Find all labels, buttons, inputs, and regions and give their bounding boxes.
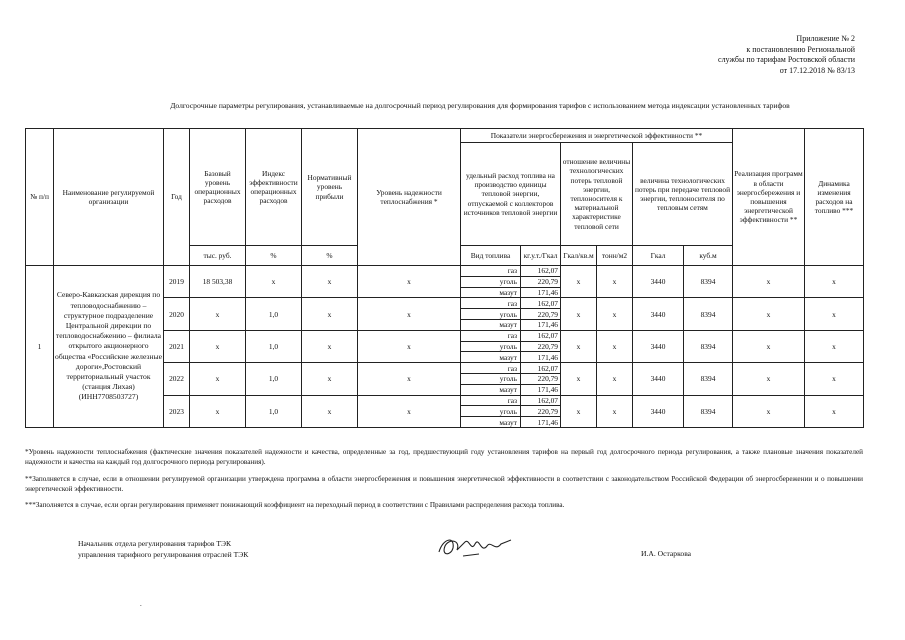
fuel-type-cell: уголь — [461, 341, 521, 352]
fuel-type-cell: газ — [461, 298, 521, 309]
footnote-3: ***Заполняется в случае, если орган регулирования применяет понижающий коэффициент на переходный период в соответствии с Правилами распределения расхода топлива. — [25, 501, 565, 509]
dynamics-cell: х — [805, 330, 864, 362]
loss-ratio-b-cell: х — [597, 330, 633, 362]
loss-ratio-b-cell: х — [597, 395, 633, 427]
base-cost-cell: х — [190, 330, 246, 362]
header-num: № п/п — [26, 129, 54, 266]
base-cost-cell: 18 503,38 — [190, 266, 246, 298]
loss-m3-cell: 8394 — [684, 395, 733, 427]
fuel-type-cell: газ — [461, 266, 521, 277]
unit-index: % — [246, 246, 302, 266]
stray-mark: . — [140, 600, 142, 608]
reliability-cell: х — [358, 330, 461, 362]
norm-profit-cell: х — [302, 298, 358, 330]
fuel-type-cell: газ — [461, 395, 521, 406]
base-cost-cell: х — [190, 395, 246, 427]
reliability-cell: х — [358, 298, 461, 330]
loss-ratio-a-cell: х — [561, 266, 597, 298]
loss-m3-cell: 8394 — [684, 266, 733, 298]
fuel-rate-cell: 220,79 — [521, 406, 561, 417]
header-loss-value: величина технологических потерь при передаче тепловой энергии, теплоносителя по тепловым сетям — [633, 143, 733, 246]
header-loss-ratio: отношение величины технологических потерь тепловой энергии, теплоносителя к материальной характеристике тепловой сети — [561, 143, 633, 246]
efficiency-index-cell: 1,0 — [246, 330, 302, 362]
fuel-rate-cell: 171,46 — [521, 287, 561, 298]
dynamics-cell: х — [805, 266, 864, 298]
fuel-rate-cell: 162,07 — [521, 298, 561, 309]
reliability-cell: х — [358, 363, 461, 395]
organization-cell: Северо-Кавказская дирекция по тепловодоснабжению – структурное подразделение Центральной дирекции по тепловодоснабжению – филиала открытого акционерного общества «Российские железные дороги»,Ростовский территориальный участок (станция Лихая) (ИНН7708503727) — [54, 266, 164, 428]
fuel-type-cell: мазут — [461, 352, 521, 363]
loss-ratio-a-cell: х — [561, 298, 597, 330]
efficiency-index-cell: 1,0 — [246, 395, 302, 427]
signatory-position — [78, 538, 248, 560]
header-energy-group: Показатели энергосбережения и энергетической эффективности ** — [461, 129, 733, 143]
unit-fuel-rate: кг.у.т./Гкал — [521, 246, 561, 266]
unit-base: тыс. руб. — [190, 246, 246, 266]
loss-gcal-cell: 3440 — [633, 330, 684, 362]
header-org: Наименование регулируемой организации — [54, 129, 164, 266]
fuel-rate-cell: 220,79 — [521, 276, 561, 287]
signatory-line-2: управления тарифного регулирования отраслей ТЭК — [78, 550, 249, 559]
programs-cell: х — [733, 395, 805, 427]
loss-ratio-a-cell: х — [561, 395, 597, 427]
footnote-2: **Заполняется в случае, если в отношении регулируемой организации утверждена программа в области энергосбережения и повышения энергетической эффективности в соответствии с законодательством Российской Федерации об энергосбережении и о повышении энергетической эффективности. — [25, 475, 863, 493]
table-row — [26, 266, 864, 277]
year-cell: 2020 — [164, 298, 190, 330]
fuel-type-cell: газ — [461, 363, 521, 374]
header-base: Базовый уровень операционных расходов — [190, 129, 246, 246]
row-number-cell: 1 — [26, 266, 54, 428]
header-dynamics: Динамика изменения расходов на топливо *** — [805, 129, 864, 266]
norm-profit-cell: х — [302, 363, 358, 395]
dynamics-cell: х — [805, 363, 864, 395]
fuel-rate-cell: 162,07 — [521, 330, 561, 341]
loss-ratio-b-cell: х — [597, 266, 633, 298]
document-title: Долгосрочные параметры регулирования, устанавливаемые на долгосрочный период регулирования для формирования тарифов с использованием метода индексации установленных тарифов — [170, 101, 790, 110]
fuel-rate-cell: 171,46 — [521, 384, 561, 395]
header-programs: Реализация программ в области энергосбережения и повышения энергетической эффективности ** — [733, 129, 805, 266]
fuel-type-cell: уголь — [461, 373, 521, 384]
loss-m3-cell: 8394 — [684, 363, 733, 395]
year-cell: 2023 — [164, 395, 190, 427]
year-cell: 2022 — [164, 363, 190, 395]
unit-loss-ratio-a: Гкал/кв.м — [561, 246, 597, 266]
appendix-line-3: службы по тарифам Ростовской области — [718, 55, 855, 64]
dynamics-cell: х — [805, 298, 864, 330]
loss-gcal-cell: 3440 — [633, 363, 684, 395]
reliability-cell: х — [358, 395, 461, 427]
fuel-type-cell: мазут — [461, 319, 521, 330]
appendix-line-2: к постановлению Региональной — [746, 44, 855, 54]
header-fuel-rate: удельный расход топлива на производство единицы тепловой энергии, отпускаемой с коллекторов источников тепловой энергии — [461, 143, 561, 246]
norm-profit-cell: х — [302, 330, 358, 362]
loss-ratio-b-cell: х — [597, 363, 633, 395]
norm-profit-cell: х — [302, 266, 358, 298]
signatory-line-1: Начальник отдела регулирования тарифов ТЭК — [78, 539, 232, 548]
efficiency-index-cell: х — [246, 266, 302, 298]
fuel-rate-cell: 162,07 — [521, 363, 561, 374]
appendix-line-1: Приложение № 2 — [796, 34, 855, 43]
fuel-type-cell: мазут — [461, 287, 521, 298]
fuel-rate-cell: 162,07 — [521, 266, 561, 277]
unit-loss-m3: куб.м — [684, 246, 733, 266]
loss-gcal-cell: 3440 — [633, 395, 684, 427]
year-cell: 2021 — [164, 330, 190, 362]
programs-cell: х — [733, 363, 805, 395]
parameters-table — [25, 128, 864, 428]
fuel-rate-cell: 220,79 — [521, 341, 561, 352]
appendix-line-4: от 17.12.2018 № 83/13 — [779, 65, 855, 75]
fuel-type-cell: мазут — [461, 384, 521, 395]
footnote-1: *Уровень надежности теплоснабжения (фактические значения показателей надежности и качества, определенные за год, предшествующий году установления тарифов на первый год долгосрочного периода регулирования, а также плановые значения показателей надежности и качества на каждый год долгосрочного периода регулирования). — [25, 448, 863, 466]
reliability-cell: х — [358, 266, 461, 298]
programs-cell: х — [733, 298, 805, 330]
year-cell: 2019 — [164, 266, 190, 298]
fuel-type-cell: мазут — [461, 417, 521, 428]
unit-norm: % — [302, 246, 358, 266]
loss-ratio-a-cell: х — [561, 363, 597, 395]
programs-cell: х — [733, 330, 805, 362]
fuel-rate-cell: 162,07 — [521, 395, 561, 406]
base-cost-cell: х — [190, 363, 246, 395]
efficiency-index-cell: 1,0 — [246, 363, 302, 395]
unit-loss-gcal: Гкал — [633, 246, 684, 266]
signatory-name: И.А. Остаркова — [641, 549, 692, 558]
appendix-block — [718, 34, 855, 76]
loss-m3-cell: 8394 — [684, 330, 733, 362]
base-cost-cell: х — [190, 298, 246, 330]
loss-gcal-cell: 3440 — [633, 298, 684, 330]
loss-gcal-cell: 3440 — [633, 266, 684, 298]
norm-profit-cell: х — [302, 395, 358, 427]
fuel-type-cell: газ — [461, 330, 521, 341]
fuel-rate-cell: 171,46 — [521, 417, 561, 428]
unit-loss-ratio-b: тонн/м2 — [597, 246, 633, 266]
efficiency-index-cell: 1,0 — [246, 298, 302, 330]
header-year: Год — [164, 129, 190, 266]
header-norm: Нормативный уровень прибыли — [302, 129, 358, 246]
loss-ratio-a-cell: х — [561, 330, 597, 362]
programs-cell: х — [733, 266, 805, 298]
fuel-type-cell: уголь — [461, 276, 521, 287]
dynamics-cell: х — [805, 395, 864, 427]
header-index: Индекс эффективности операционных расходов — [246, 129, 302, 246]
fuel-rate-cell: 171,46 — [521, 352, 561, 363]
loss-m3-cell: 8394 — [684, 298, 733, 330]
fuel-rate-cell: 220,79 — [521, 309, 561, 320]
handwritten-signature — [435, 530, 515, 564]
fuel-rate-cell: 220,79 — [521, 373, 561, 384]
loss-ratio-b-cell: х — [597, 298, 633, 330]
header-reliability: Уровень надежности теплоснабжения * — [358, 129, 461, 266]
fuel-type-cell: уголь — [461, 406, 521, 417]
unit-fuel-type: Вид топлива — [461, 246, 521, 266]
fuel-rate-cell: 171,46 — [521, 319, 561, 330]
fuel-type-cell: уголь — [461, 309, 521, 320]
